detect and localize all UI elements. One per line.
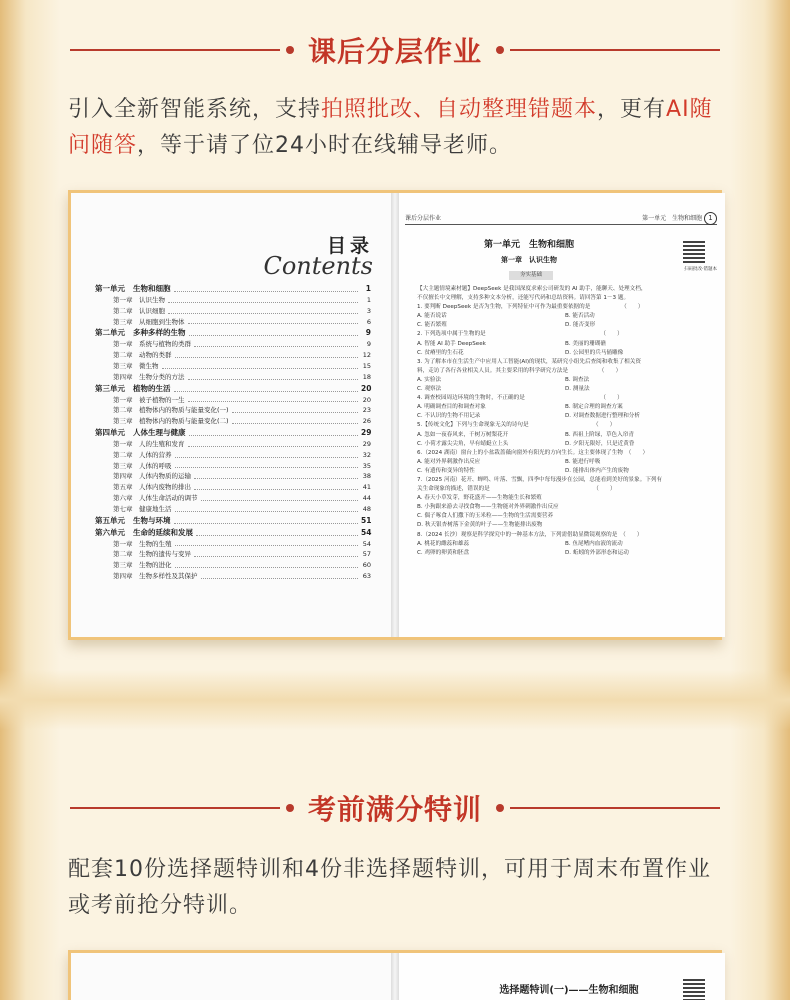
toc-title: 生物和细胞 (133, 284, 171, 293)
toc-chapter-row (95, 539, 371, 550)
answer-options (417, 440, 713, 449)
toc-key: 第一章 (113, 539, 133, 548)
question-line: 关生命现象的描述，错误的是 （ ） (417, 486, 616, 493)
header-right: 第一单元 生物和细胞 (642, 215, 703, 222)
toc-key: 第三章 (113, 461, 133, 470)
toc-title: 人体的呼吸 (139, 461, 172, 470)
toc-chapter-row (95, 395, 371, 406)
answer-options (417, 467, 713, 476)
option: D. 对调查数据进行整理和分析 (565, 413, 640, 420)
toc-page: 54 (361, 527, 372, 537)
divider-right (510, 49, 720, 51)
option: C. 鸡卵的卵黄和胚盘 (417, 549, 470, 556)
book2-spine (391, 953, 399, 1000)
dot-right (496, 46, 504, 54)
book2-title: 选择题特训(一)——生物和细胞 (499, 985, 639, 996)
toc-unit-row (95, 527, 371, 539)
toc-key: 第二章 (113, 306, 133, 315)
answer-options (417, 312, 713, 321)
toc-key: 第一章 (113, 395, 133, 404)
option: C. 观察法 (417, 386, 442, 393)
toc-leader (174, 523, 359, 524)
toc-key: 第三单元 (95, 383, 125, 393)
toc-page: 29 (361, 427, 372, 437)
toc-title: 人体的营养 (139, 450, 172, 459)
toc-key: 第一章 (113, 340, 133, 349)
toc-title: 健康地生活 (139, 504, 172, 513)
toc-key: 第四章 (113, 372, 133, 381)
toc-page: 38 (362, 472, 371, 481)
toc-leader (188, 379, 359, 380)
option: B. 能进行呼吸 (565, 458, 601, 465)
toc-leader (175, 567, 359, 568)
option: A. 实验法 (417, 376, 442, 383)
toc-page: 20 (361, 383, 372, 393)
question-line: 2. 下列选项中属于生物的是 （ ） (417, 331, 623, 338)
page-header (405, 213, 717, 225)
toc-unit-row (95, 515, 371, 527)
toc-key: 第二章 (113, 406, 133, 415)
section1-title: 课后分层作业 (307, 35, 482, 68)
option: C. 能否繁殖 (417, 322, 447, 329)
toc-page: 54 (362, 539, 371, 548)
answer-options (417, 376, 713, 385)
toc-title: 生命的延续和发展 (133, 527, 193, 537)
toc-key: 第三章 (113, 561, 133, 570)
toc-key: 第七章 (113, 504, 133, 513)
toc-title: 植物体内的物质与能量变化(一) (139, 406, 229, 415)
toc-chapter-row (95, 504, 371, 515)
toc-chapter-row (95, 461, 371, 472)
question-list (417, 285, 713, 558)
toc-title-cn: 目录 (326, 235, 373, 257)
answer-options (417, 403, 713, 412)
answer-options (417, 385, 713, 394)
qr-code-icon (683, 979, 705, 1000)
answer-options (417, 549, 713, 558)
section1-description (68, 92, 728, 164)
toc-unit-row (95, 383, 371, 395)
toc-key: 第六章 (113, 493, 133, 502)
toc-key: 第五单元 (95, 515, 125, 525)
option: C. 不认识的生物不用记录 (417, 413, 481, 420)
toc-chapter-row (95, 350, 371, 361)
dot-left (286, 804, 294, 812)
toc-title-en: Contents (263, 252, 373, 280)
toc-title: 生物与环境 (133, 515, 171, 525)
toc-title: 动物的类群 (139, 351, 172, 360)
toc-chapter-row (95, 295, 371, 306)
toc-page: 35 (362, 461, 371, 470)
toc-title: 多种多样的生物 (133, 328, 186, 338)
toc-page: 63 (362, 571, 371, 580)
dot-right (496, 804, 504, 812)
toc-leader (168, 302, 358, 303)
toc-leader (175, 511, 359, 512)
option: A. 能对外界刺激作出反应 (417, 458, 481, 465)
toc-page: 29 (362, 439, 371, 448)
option: A. 桃花的雌蕊和雄蕊 (417, 540, 470, 547)
answer-options (417, 349, 713, 358)
toc-leader (232, 423, 358, 424)
toc-chapter-row (95, 482, 371, 493)
question-line: 7.（2025 河南）花开、蝉鸣、叶落、雪飘，四季中每每漫步在公园，总能看到美好的景象。下列有 (417, 476, 663, 483)
option: C. 小荷才露尖尖角，早有蜻蜓立上头 (417, 440, 509, 447)
toc-unit-row (95, 427, 371, 439)
toc-leader (175, 457, 359, 458)
option: C. 有遗传和变异的特性 (417, 467, 475, 474)
toc-leader (196, 535, 358, 536)
toc-chapter-row (95, 549, 371, 560)
toc-page: 26 (362, 417, 371, 426)
toc-title: 植物的生活 (133, 383, 171, 393)
toc-title: 生物的遗传与变异 (139, 550, 191, 559)
book-spine (391, 193, 399, 637)
toc-leader (194, 346, 358, 347)
toc-leader (162, 368, 359, 369)
toc-page: 48 (362, 504, 371, 513)
toc-leader (188, 323, 359, 324)
toc-page: 9 (366, 340, 371, 349)
toc-title: 人体生理与健康 (133, 427, 186, 437)
toc-key: 第三章 (113, 317, 133, 326)
toc-leader (175, 357, 359, 358)
toc-page: 3 (366, 306, 371, 315)
desc-text: ，等于请了位24小时在线辅导老师。 (137, 133, 513, 158)
toc-title: 人体内废物的排出 (139, 483, 191, 492)
toc-chapter-row (95, 361, 371, 372)
toc-page: 57 (362, 550, 371, 559)
toc-key: 第三章 (113, 417, 133, 426)
toc-page: 51 (361, 515, 372, 525)
toc-leader (201, 500, 359, 501)
book2-left-page (71, 953, 391, 1000)
toc-title: 系统与植物的类群 (139, 340, 191, 349)
toc-leader (174, 291, 359, 292)
option: A. 能否说话 (417, 313, 447, 320)
toc-key: 第三章 (113, 361, 133, 370)
toc-title: 被子植物的一生 (139, 395, 185, 404)
question-line: 料，走访了各行各业相关人员。其主要采用的科学研究方法是 （ ） (417, 367, 622, 374)
toc-page: 1 (366, 296, 371, 304)
toc-key: 第二章 (113, 550, 133, 559)
option: D. 蚯蚓的外部形态和运动 (565, 549, 629, 556)
header-left: 课后分层作业 (405, 215, 442, 222)
option: D. 能否变形 (565, 322, 596, 329)
question-line: 1. 要判断 DeepSeek 是否为生物，下列特征中可作为最重要依据的是 （ ） (417, 304, 644, 311)
desc-text: ，更有 (597, 97, 667, 122)
option: C. 贫瘠里的生石花 (417, 349, 464, 356)
toc-title: 生物的生殖 (139, 539, 172, 548)
toc-leader (175, 467, 359, 468)
toc-page: 18 (362, 372, 371, 381)
option: B. 西祖上阶绿，草色入帘青 (565, 431, 634, 438)
option: D. 公园里的兵马俑雕像 (565, 349, 624, 356)
toc-leader (194, 556, 358, 557)
option: B. 美丽的珊瑚礁 (565, 340, 606, 347)
toc-page: 60 (362, 561, 371, 570)
answer-options (417, 321, 713, 330)
question-line: D. 秋天银杏树落下金黄的叶子——生物能排出废物 (417, 522, 543, 529)
option: B. 制定合理的调查方案 (565, 404, 623, 411)
toc-chapter-row (95, 405, 371, 416)
toc-chapter-row (95, 339, 371, 350)
toc-key: 第一章 (113, 439, 133, 448)
toc-key: 第四章 (113, 472, 133, 481)
toc-key: 第二章 (113, 450, 133, 459)
toc-page: 32 (362, 450, 371, 459)
shelf-shadow (0, 670, 790, 730)
answer-options (417, 412, 713, 421)
toc-title: 生物的进化 (139, 561, 172, 570)
toc-unit-row (95, 327, 371, 339)
option: A. 智能 AI 助手 DeepSeek (417, 340, 486, 347)
toc-leader (175, 545, 359, 546)
book-preview-1 (68, 190, 722, 640)
toc-page (71, 193, 391, 637)
toc-chapter-row (95, 560, 371, 571)
question-line: 8.（2024 长沙）观察是科学探究中的一种基本方法，下列需借助显微镜观察的是 （ ） (417, 531, 643, 538)
unit-heading: 第一单元 生物和细胞 (483, 240, 574, 250)
toc-title: 生物多样性及其保护 (139, 571, 198, 580)
option: B. 能否活动 (565, 313, 595, 320)
divider-left (70, 49, 280, 51)
toc-unit-row (95, 283, 371, 295)
toc-key: 第四章 (113, 571, 133, 580)
answer-options (417, 540, 713, 549)
answer-options (417, 340, 713, 349)
option: B. 调查法 (565, 376, 590, 383)
toc-leader (168, 313, 358, 314)
option: D. 夕阳无限好，只是近黄昏 (565, 440, 635, 447)
option: B. 鱼尾鳍内血液的流动 (565, 540, 623, 547)
toc-leader (188, 446, 359, 447)
toc-title: 认识生物 (139, 296, 165, 304)
toc-leader (194, 489, 358, 490)
toc-key: 第二单元 (95, 328, 125, 338)
option: A. 明确调查目的和调查对象 (417, 404, 486, 411)
option: D. 测量法 (565, 386, 590, 393)
toc-leader (201, 578, 359, 579)
toc-key: 第二章 (113, 351, 133, 360)
toc-key: 第四单元 (95, 427, 125, 437)
divider-left (70, 807, 280, 809)
toc-title: 微生物 (139, 361, 159, 370)
toc-page: 41 (362, 483, 371, 492)
exercise-page (399, 193, 725, 637)
question-line: 6.（2024 湖南）窗台上的小盆栽蔷薇向窗外有阳光的方向生长。这主要体现了生物 （ ） (417, 449, 649, 456)
toc-key: 第一章 (113, 296, 133, 304)
toc-chapter-row (95, 372, 371, 383)
toc-leader (194, 478, 358, 479)
section2-description: 配套10份选择题特训和4份非选择题特训，可用于周末布置作业或考前抢分特训。 (68, 857, 711, 918)
desc-text: 引入全新智能系统，支持 (68, 97, 322, 122)
toc-page: 6 (366, 317, 371, 326)
toc-chapter-row (95, 317, 371, 328)
toc-chapter-row (95, 471, 371, 482)
question-line: 3. 为了解本市在生活生产中应用人工智能(AI)的现状，某研究小组先后查阅和收集了相关资 (417, 358, 641, 365)
toc-title: 植物体内的物质与能量变化(二) (139, 417, 229, 426)
question-line: 不仅擅长中文理解，支持多种文本分析，还能写代码和总结资料。请回答第 1－3 题。 (417, 295, 630, 302)
toc-title: 人体生命活动的调节 (139, 493, 198, 502)
answer-options (417, 458, 713, 467)
toc-title: 人体内物质的运输 (139, 472, 191, 481)
toc-page: 44 (362, 493, 371, 502)
option: A. 忽如一夜春风来，千树万树梨花开 (417, 431, 509, 438)
section2-title: 考前满分特训 (307, 793, 482, 826)
toc-key: 第六单元 (95, 527, 125, 537)
toc-heading (263, 231, 373, 280)
question-line: 【大主题情境素材题】DeepSeek 是我国深度求索公司研发的 AI 助手，能聊天、处理文档， (417, 286, 647, 292)
chapter-heading: 第一章 认识生物 (501, 256, 557, 264)
toc-chapter-row (95, 571, 371, 582)
book2-right-page (399, 953, 725, 1000)
toc-chapter-row (95, 416, 371, 427)
section1-title-bar (0, 30, 790, 70)
book-preview-2 (68, 950, 722, 1000)
toc-page: 20 (362, 395, 371, 404)
answer-options (417, 431, 713, 440)
toc-page: 9 (365, 328, 371, 338)
toc-chapter-row (95, 439, 371, 450)
toc-chapter-row (95, 493, 371, 504)
toc-list (95, 283, 371, 582)
question-line: 5.【传统文化】下列与生命现象无关的诗句是 （ ） (417, 422, 616, 429)
toc-chapter-row (95, 450, 371, 461)
qr-code-icon (683, 241, 705, 263)
toc-leader (232, 412, 358, 413)
toc-title: 生物分类的方法 (139, 372, 185, 381)
section-tag: 夯实基础 (509, 271, 553, 280)
qr-caption: 扫码批改·错题本 (684, 267, 717, 272)
toc-title: 从细胞到生物体 (139, 317, 185, 326)
question-line: C. 偶子啄食人们撒下的玉米粒——生物的生活需要营养 (417, 513, 554, 520)
dot-left (286, 46, 294, 54)
toc-page: 15 (362, 361, 371, 370)
toc-leader (189, 435, 359, 436)
toc-chapter-row (95, 306, 371, 317)
desc-highlight: 拍照批改、自动整理错题本 (321, 97, 598, 122)
section2-title-bar (0, 788, 790, 828)
toc-leader (188, 401, 359, 402)
question-line: B. 小狗跟来游去寻找食物——生物能对外界刺激作出反应 (417, 504, 559, 511)
toc-leader (174, 391, 359, 392)
toc-key: 第五章 (113, 483, 133, 492)
question-line: 4. 调查校园周边环境的生物时，不正确的是 （ ） (417, 395, 623, 402)
toc-page: 1 (365, 284, 371, 293)
desc-highlight: AI随问随答 (68, 97, 713, 158)
toc-page: 12 (362, 351, 371, 360)
toc-leader (189, 335, 359, 336)
option: D. 能排出体内产生的废物 (565, 467, 629, 474)
toc-title: 认识细胞 (139, 306, 165, 315)
page-number: 1 (704, 212, 717, 225)
toc-title: 人的生殖和发育 (139, 439, 185, 448)
toc-page: 23 (362, 406, 371, 415)
toc-key: 第一单元 (95, 284, 125, 293)
question-line: A. 春天小草发芽，野花盛开——生物能生长和繁殖 (417, 495, 542, 502)
divider-right (510, 807, 720, 809)
